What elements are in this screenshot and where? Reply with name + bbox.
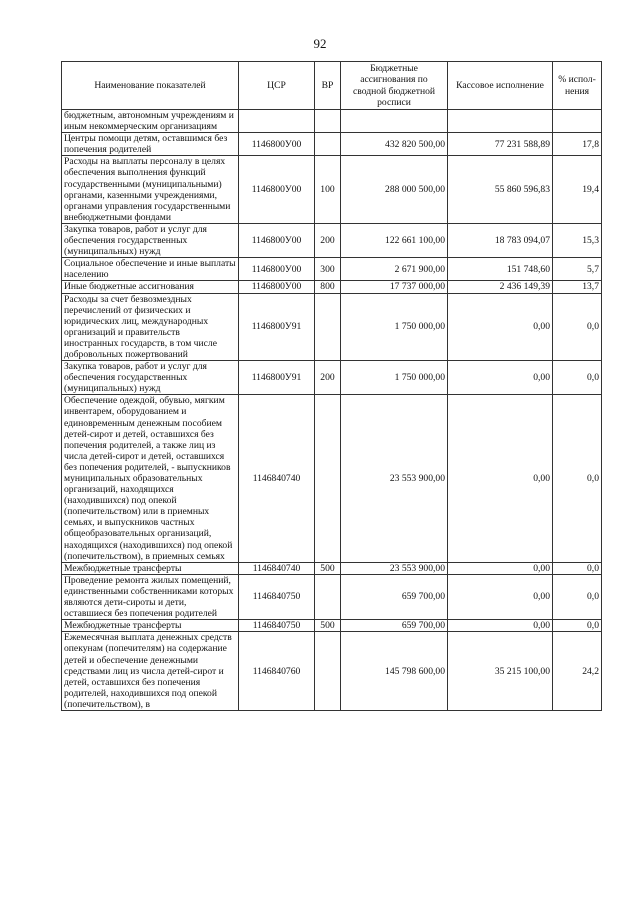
table-row (62, 156, 602, 224)
row-vr (315, 133, 341, 156)
row-vr: 100 (315, 156, 341, 224)
row-cash: 151 748,60 (448, 258, 553, 281)
row-name: Межбюджетные трансферты (62, 562, 239, 574)
row-budget: 288 000 500,00 (341, 156, 448, 224)
row-percent: 24,2 (553, 632, 602, 711)
row-csr: 1146840760 (239, 632, 315, 711)
row-percent: 17,8 (553, 133, 602, 156)
row-name: Межбюджетные трансферты (62, 620, 239, 632)
row-name: Центры помощи детям, оставшимся без попечения родителей (62, 133, 239, 156)
row-name: Иные бюджетные ассигнования (62, 281, 239, 293)
row-percent: 0,0 (553, 361, 602, 395)
row-name: Проведение ремонта жилых помещений, единственными собственниками которых являются дети-сироты и дети, оставшиеся без попечения родителей (62, 574, 239, 619)
row-csr: 1146800У00 (239, 133, 315, 156)
row-budget: 122 661 100,00 (341, 223, 448, 257)
row-percent: 0,0 (553, 293, 602, 361)
row-name: Закупка товаров, работ и услуг для обеспечения государственных (муниципальных) нужд (62, 361, 239, 395)
row-cash: 55 860 596,83 (448, 156, 553, 224)
header-percent: % испол-нения (553, 62, 602, 110)
header-csr: ЦСР (239, 62, 315, 110)
row-csr: 1146840740 (239, 562, 315, 574)
row-budget: 659 700,00 (341, 620, 448, 632)
row-vr (315, 395, 341, 562)
row-percent: 5,7 (553, 258, 602, 281)
row-name: Обеспечение одеждой, обувью, мягким инвентарем, оборудованием и единовременным денежным пособием детей-сирот и детей, оставшихся без попечения родителей, а также лиц из числа детей-сирот и детей, оставшихся без попечения родителей, - выпускников муниципальных образовательных организаций, находящихся (находившихся) под опекой (попечительством) или в приемных семьях, и выпускников частных общеобразовательных организаций, находящихся (находившихся) под опекой (попечительством), в приемных семьях (62, 395, 239, 562)
row-budget: 145 798 600,00 (341, 632, 448, 711)
table-row (62, 361, 602, 395)
row-budget: 1 750 000,00 (341, 361, 448, 395)
row-percent: 0,0 (553, 395, 602, 562)
table-row (62, 133, 602, 156)
row-percent: 0,0 (553, 574, 602, 619)
row-vr: 200 (315, 223, 341, 257)
row-cash: 77 231 588,89 (448, 133, 553, 156)
table-row (62, 395, 602, 562)
row-budget: 23 553 900,00 (341, 562, 448, 574)
header-name: Наименование показателей (62, 62, 239, 110)
budget-execution-table (61, 61, 602, 711)
row-cash: 0,00 (448, 293, 553, 361)
row-name: Ежемесячная выплата денежных средств опекунам (попечителям) на содержание детей и обеспечение денежными средствами лиц из числа детей-сирот и детей, оставшихся без попечения родителей, находившихся под опекой (попечительством), в (62, 632, 239, 711)
row-vr: 800 (315, 281, 341, 293)
row-cash: 35 215 100,00 (448, 632, 553, 711)
row-percent: 0,0 (553, 562, 602, 574)
row-csr: 1146800У00 (239, 258, 315, 281)
row-vr: 300 (315, 258, 341, 281)
row-cash: 18 783 094,07 (448, 223, 553, 257)
row-name: бюджетным, автономным учреждениям и иным некоммерческим организациям (62, 110, 239, 133)
row-percent: 0,0 (553, 620, 602, 632)
row-percent: 13,7 (553, 281, 602, 293)
row-name: Закупка товаров, работ и услуг для обеспечения государственных (муниципальных) нужд (62, 223, 239, 257)
header-vr: ВР (315, 62, 341, 110)
row-cash: 0,00 (448, 395, 553, 562)
row-name: Расходы на выплаты персоналу в целях обеспечения выполнения функций государственными (муниципальными) органами, казенными учреждениями, органами управления государственными внебюджетными фондами (62, 156, 239, 224)
row-cash: 2 436 149,39 (448, 281, 553, 293)
row-cash: 0,00 (448, 620, 553, 632)
row-csr (239, 110, 315, 133)
row-csr: 1146800У91 (239, 293, 315, 361)
table-row (62, 293, 602, 361)
row-budget: 1 750 000,00 (341, 293, 448, 361)
row-csr: 1146840750 (239, 620, 315, 632)
page-number: 92 (313, 36, 327, 51)
row-budget: 17 737 000,00 (341, 281, 448, 293)
row-name: Расходы за счет безвозмездных перечислений от физических и юридических лиц, международных организаций и правительств иностранных государств, в том числе добровольных пожертвований (62, 293, 239, 361)
row-vr (315, 110, 341, 133)
table-row (62, 562, 602, 574)
table-row (62, 258, 602, 281)
row-vr (315, 574, 341, 619)
row-csr: 1146840750 (239, 574, 315, 619)
header-cash: Кассовое исполнение (448, 62, 553, 110)
row-budget: 23 553 900,00 (341, 395, 448, 562)
row-budget: 432 820 500,00 (341, 133, 448, 156)
row-name: Социальное обеспечение и иные выплаты населению (62, 258, 239, 281)
row-vr: 200 (315, 361, 341, 395)
row-vr (315, 632, 341, 711)
row-csr: 1146800У00 (239, 223, 315, 257)
row-percent: 15,3 (553, 223, 602, 257)
row-csr: 1146800У91 (239, 361, 315, 395)
table-row (62, 620, 602, 632)
row-budget: 659 700,00 (341, 574, 448, 619)
table-row (62, 223, 602, 257)
table-row (62, 281, 602, 293)
row-vr (315, 293, 341, 361)
row-percent: 19,4 (553, 156, 602, 224)
table-row (62, 632, 602, 711)
row-vr: 500 (315, 620, 341, 632)
row-cash (448, 110, 553, 133)
table-row (62, 110, 602, 133)
row-percent (553, 110, 602, 133)
row-cash: 0,00 (448, 574, 553, 619)
row-csr: 1146800У00 (239, 281, 315, 293)
table-header-row (62, 62, 602, 110)
row-budget (341, 110, 448, 133)
row-cash: 0,00 (448, 562, 553, 574)
row-budget: 2 671 900,00 (341, 258, 448, 281)
row-cash: 0,00 (448, 361, 553, 395)
header-budget: Бюджетные ассигнования по сводной бюджетной росписи (341, 62, 448, 110)
table-row (62, 574, 602, 619)
row-csr: 1146800У00 (239, 156, 315, 224)
row-csr: 1146840740 (239, 395, 315, 562)
row-vr: 500 (315, 562, 341, 574)
